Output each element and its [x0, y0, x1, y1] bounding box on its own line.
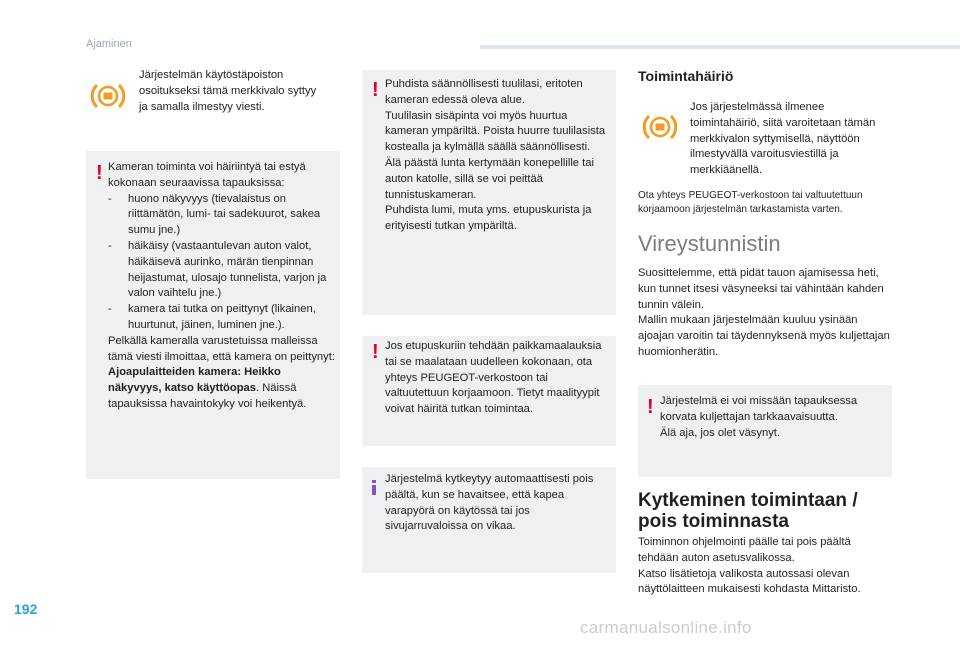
paragraph: Älä päästä lunta kertymään konepellille tai auton katolle, sillä se voi peittää tunnistuskameran.	[385, 156, 594, 201]
paragraph: Älä aja, jos olet väsynyt.	[660, 426, 781, 439]
paragraph: Puhdista lumi, muta yms. etupuskurista ja erityisesti tutkan ympäriltä.	[385, 204, 592, 233]
warning-message-bold: Ajoapulaitteiden kamera: Heikko näkyvyys, katso käyttöopas	[108, 366, 281, 395]
paragraph: Mallin mukaan järjestelmään kuuluu ysinään ajoajan varoitin tai täydennyksenä myös kuljettajan huomionherätin.	[638, 314, 890, 358]
paragraph: Järjestelmä ei voi missään tapauksessa korvata kuljettajan tarkkaavaisuutta.	[660, 395, 858, 423]
exclamation-icon: !	[372, 79, 379, 101]
paragraph: Jos etupuskuriin tehdään paikkamaalauksia tai se maalataan uudelleen kokonaan, ota yhteys PEUGEOT-verkostoon tai valtuutettuun korjaamoon. Tietyt maalityypit voivat häiritä tutkan toimintaa.	[385, 340, 602, 416]
warning-outro: Pelkällä kameralla varustetuissa malleissa tämä viesti ilmoittaa, että kamera on peittynyt: Ajoapulaitteiden kamera: Heikko näkyvyys, katso käyttöopas. Näissä tapauksissa havaintokyky voi heikentyä.	[108, 334, 335, 410]
onoff-text	[638, 535, 894, 598]
col2-warning-box-1	[362, 70, 616, 315]
col2-info-box	[362, 467, 616, 573]
warning-intro: Kameran toiminta voi häiriintyä tai estyä kokonaan seuraavissa tapauksissa:	[108, 161, 306, 189]
col1-icon-text: Järjestelmän käytöstäpoiston osoitukseksi tämä merkkivalo syttyy ja samalla ilmestyy viesti.	[139, 69, 317, 113]
section-title-onoff: Kytkeminen toimintaan / pois toiminnasta	[638, 490, 858, 532]
service-warning-icon	[89, 77, 127, 115]
col1-warning-box	[86, 151, 340, 479]
section-title-fault: Toimintahäiriö	[638, 68, 734, 84]
service-warning-icon	[641, 108, 679, 146]
paragraph: Toiminnon ohjelmointi päälle tai pois päältä tehdään auton asetusvalikossa.	[638, 536, 851, 564]
list-item: - kamera tai tutka on peittynyt (likainen, huurtunut, jäinen, luminen jne.).	[108, 303, 316, 331]
info-icon	[372, 480, 376, 494]
page-number: 192	[14, 601, 38, 617]
col2-warning-box-2	[362, 336, 616, 446]
paragraph: Järjestelmä kytkeytyy automaattisesti pois päältä, kun se havaitsee, että kapea varapyörä on käytössä tai jos sivujarruvaloissa on vikaa.	[385, 473, 594, 533]
paragraph: Tuulilasin sisäpinta voi myös huurtua kameran ympäriltä. Poista huurre tuulilasista kostealla ja kylmällä säällä säännöllisesti.	[385, 109, 606, 154]
col3-warning-box	[638, 385, 892, 477]
fault-contact: Ota yhteys PEUGEOT-verkostoon tai valtuutettuun korjaamoon järjestelmän tarkastamista varten.	[638, 190, 863, 215]
header-bar	[480, 45, 960, 49]
exclamation-icon: !	[96, 162, 103, 184]
list-item: - huono näkyvyys (tievalaistus on riittämätön, lumi- tai sadekuurot, sakea sumu jne.)	[108, 192, 321, 237]
alert-text	[638, 266, 894, 361]
watermark: carmanualsonline.info	[580, 618, 752, 637]
exclamation-icon: !	[647, 396, 654, 418]
section-header: Ajaminen	[86, 38, 132, 50]
paragraph: Katso lisätietoja valikosta autossasi olevan näyttölaitteen mukaisesti kohdasta Mittaristo.	[638, 567, 861, 596]
fault-icon-text: Jos järjestelmässä ilmenee toimintahäiriö, siitä varoitetaan tämän merkkivalon syttymisellä, näyttöön ilmestyvällä varoitusviestillä ja merkkiäänellä.	[690, 101, 876, 177]
paragraph: Puhdista säännöllisesti tuulilasi, eritoten kameran edessä oleva alue.	[385, 78, 583, 106]
paragraph: Suosittelemme, että pidät tauon ajamisessa heti, kun tunnet itsesi väsyneeksi tai vähintään kahden tunnin välein.	[638, 267, 884, 311]
list-item: - häikäisy (vastaantulevan auton valot, häikäisevä aurinko, märän tienpinnan heijastumat, ulosajo tunnelista, varjon ja valon vaihtelu jne.)	[108, 239, 327, 300]
section-title-alert: Vireystunnistin	[638, 231, 781, 256]
exclamation-icon: !	[372, 341, 379, 363]
